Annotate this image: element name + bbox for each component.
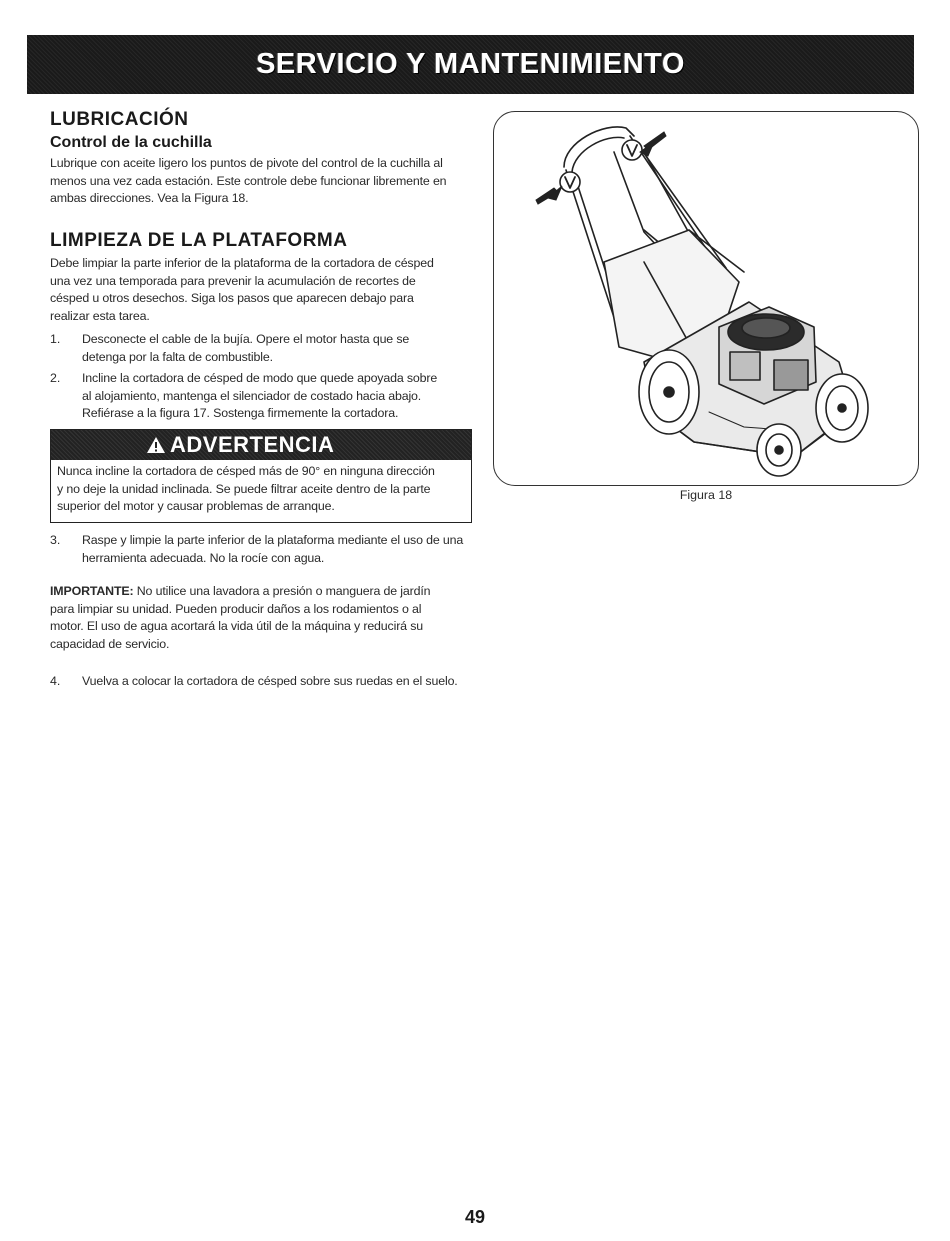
text-line: ambas direcciones. Vea la Figura 18. [50, 191, 249, 206]
lubricacion-paragraph [50, 155, 475, 208]
text-line: y no deje la unidad inclinada. Se puede filtrar aceite dentro de la parte [57, 481, 431, 496]
text-line: superior del motor y causar problemas de arranque. [57, 499, 335, 514]
warning-triangle-icon [146, 436, 166, 454]
text-line: una vez una temporada para prevenir la acumulación de recortes de [50, 273, 416, 288]
step-line: Incline la cortadora de césped de modo que quede apoyada sobre [82, 371, 438, 385]
blade-control-subheading: Control de la cuchilla [50, 134, 212, 151]
step-number: 4. [50, 674, 61, 688]
step-2 [50, 370, 480, 423]
lubricacion-section [50, 109, 475, 208]
step-1 [50, 331, 480, 366]
text-line: capacidad de servicio. [50, 636, 170, 651]
text-line: Debe limpiar la parte inferior de la plataforma de la cortadora de césped [50, 256, 434, 270]
text-line: Lubrique con aceite ligero los puntos de pivote del control de la cuchilla al [50, 156, 443, 170]
step-line: Raspe y limpie la parte inferior de la plataforma mediante el uso de una [82, 533, 464, 547]
lubricacion-heading: LUBRICACIÓN [50, 109, 189, 130]
section-title: SERVICIO Y MANTENIMIENTO [256, 48, 685, 80]
warning-title: ADVERTENCIA [170, 432, 335, 457]
step-number: 1. [50, 332, 61, 346]
step-line: Refiérase a la figura 17. Sostenga firmemente la cortadora. [82, 406, 399, 421]
step-line: detenga por la falta de combustible. [82, 349, 273, 364]
text-line: césped u otros desechos. Siga los pasos que aparecen debajo para [50, 291, 414, 306]
step-number: 3. [50, 533, 61, 547]
text-line: Nunca incline la cortadora de césped más de 90° en ninguna dirección [57, 464, 435, 478]
text-line [50, 583, 480, 601]
warning-header [51, 430, 471, 460]
step-line: Vuelva a colocar la cortadora de césped sobre sus ruedas en el suelo. [82, 674, 458, 688]
figure-caption: Figura 18 [679, 488, 733, 502]
text-line: menos una vez cada estación. Este controle debe funcionar libremente en [50, 173, 447, 188]
page-number: 49 [464, 1207, 486, 1227]
importante-first-line: No utilice una lavadora a presión o manguera de jardín [133, 584, 431, 598]
step-number: 2. [50, 371, 61, 385]
step-3 [50, 532, 480, 567]
limpieza-heading: LIMPIEZA DE LA PLATAFORMA [50, 230, 348, 251]
text-line: para limpiar su unidad. Pueden producir daños a los rodamientos o al [50, 601, 422, 616]
importante-label: IMPORTANTE: [50, 584, 134, 598]
step-line: al alojamiento, mantenga el silenciador de costado hacia abajo. [82, 388, 422, 403]
lawn-mower-illustration [494, 112, 918, 485]
step-4 [50, 673, 480, 691]
step-line: herramienta adecuada. No la rocíe con agua. [82, 550, 325, 565]
limpieza-section [50, 230, 475, 325]
text-line: realizar esta tarea. [50, 308, 150, 323]
text-line: motor. El uso de agua acortará la vida útil de la máquina y reducirá su [50, 619, 423, 634]
importante-paragraph [50, 583, 480, 653]
warning-box [50, 429, 472, 523]
limpieza-paragraph [50, 255, 475, 325]
section-banner [27, 35, 914, 94]
figure-18-frame [493, 111, 919, 486]
warning-text [51, 460, 471, 519]
step-line: Desconecte el cable de la bujía. Opere el motor hasta que se [82, 332, 410, 346]
